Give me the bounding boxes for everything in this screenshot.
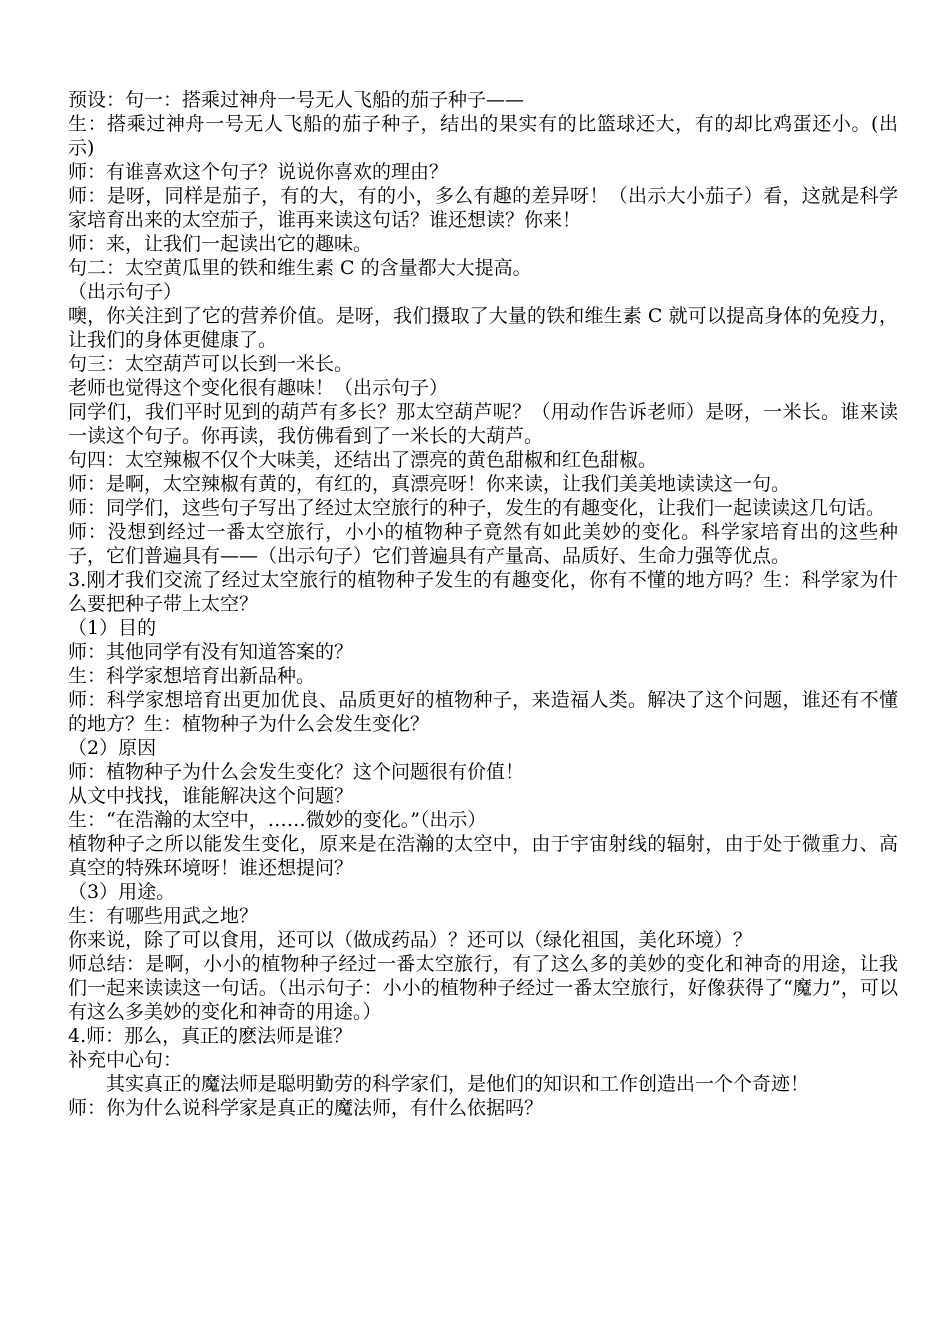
paragraph-you-say: 你来说，除了可以食用，还可以（做成药品）？还可以（绿化祖国，美化环境）？ bbox=[68, 929, 753, 951]
paragraph-change-reason: 植物种子之所以能发生变化，原来是在浩瀚的太空中，由于宇宙射线的辐射，由于处于微重力、高真空的特殊环境呀！谁还想提问？ bbox=[68, 833, 898, 879]
paragraph-section-3: 3.刚才我们交流了经过太空旅行的植物种子发生的有趣变化，你有不懂的地方吗？生：科学家为什么要把种子带上太空？ bbox=[68, 569, 898, 615]
paragraph-central-sentence: 其实真正的魔法师是聪明勤劳的科学家们，是他们的知识和工作创造出一个个奇迹！ bbox=[106, 1073, 810, 1095]
paragraph-reason-heading: （2）原因 bbox=[68, 737, 157, 759]
paragraph-student-quote: 生：“在浩瀚的太空中，……微妙的变化。”（出示） bbox=[68, 809, 487, 831]
paragraph-teacher-question: 师：有谁喜欢这个句子？说说你喜欢的理由？ bbox=[68, 161, 449, 183]
paragraph-show-sentence: （出示句子） bbox=[68, 281, 183, 303]
paragraph-section-4: 4.师：那么，真正的麽法师是谁？ bbox=[68, 1025, 353, 1047]
paragraph-teacher-pepper: 师：是啊，太空辣椒有黄的，有红的，真漂亮呀！你来读，让我们美美地读读这一句。 bbox=[68, 473, 791, 495]
paragraph-teacher-interesting: 老师也觉得这个变化很有趣味！（出示句子） bbox=[68, 377, 449, 399]
paragraph-teacher-advantages: 师：没想到经过一番太空旅行，小小的植物种子竟然有如此美妙的变化。科学家培育出的这些种子，它们普遍具有——（出示句子）它们普遍具有产量高、品质好、生命力强等优点。 bbox=[68, 521, 898, 567]
paragraph-teacher-summary-sentences: 师：同学们，这些句子写出了经过太空旅行的种子，发生的有趣变化，让我们一起读读这几句话。 bbox=[68, 497, 886, 519]
paragraph-sentence-4: 句四：太空辣椒不仅个大味美，还结出了漂亮的黄色甜椒和红色甜椒。 bbox=[68, 449, 658, 471]
paragraph-preset-sentence-1: 预设：句一：搭乘过神舟一号无人飞船的茄子种子—— bbox=[68, 89, 525, 111]
paragraph-sentence-3: 句三：太空葫芦可以长到一米长。 bbox=[68, 353, 354, 375]
paragraph-student-uses: 生：有哪些用武之地？ bbox=[68, 905, 259, 927]
paragraph-central-sentence-label: 补充中心句： bbox=[68, 1049, 183, 1071]
paragraph-purpose-heading: （1）目的 bbox=[68, 617, 157, 639]
paragraph-teacher-read-together: 师：来，让我们一起读出它的趣味。 bbox=[68, 233, 373, 255]
paragraph-student-new-variety: 生：科学家想培育出新品种。 bbox=[68, 665, 316, 687]
paragraph-use-heading: （3）用途。 bbox=[68, 881, 176, 903]
paragraph-sentence-2: 句二：太空黄瓜里的铁和维生素 C 的含量都大大提高。 bbox=[68, 257, 532, 279]
paragraph-teacher-conclusion: 师总结：是啊，小小的植物种子经过一番太空旅行，有了这么多的美妙的变化和神奇的用途，让我们一起来读读这一句话。（出示句子：小小的植物种子经过一番太空旅行，好像获得了“魔力”，可以有这么多美妙的变化和神奇的用途。） bbox=[68, 953, 898, 1023]
paragraph-teacher-others: 师：其他同学有没有知道答案的？ bbox=[68, 641, 354, 663]
paragraph-student-eggplant: 生：搭乘过神舟一号无人飞船的茄子种子，结出的果实有的比篮球还大，有的却比鸡蛋还小。(出示) bbox=[68, 113, 898, 159]
paragraph-gourd: 同学们，我们平时见到的葫芦有多长？那太空葫芦呢？（用动作告诉老师）是呀，一米长。谁来读一读这个句子。你再读，我仿佛看到了一米长的大葫芦。 bbox=[68, 401, 898, 447]
paragraph-teacher-benefit: 师：科学家想培育出更加优良、品质更好的植物种子，来造福人类。解决了这个问题，谁还有不懂的地方？生：植物种子为什么会发生变化？ bbox=[68, 689, 898, 735]
paragraph-nutrition: 噢，你关注到了它的营养价值。是呀，我们摄取了大量的铁和维生素 C 就可以提高身体的免疫力，让我们的身体更健康了。 bbox=[68, 305, 898, 351]
paragraph-final-question: 师：你为什么说科学家是真正的魔法师，有什么依据吗？ bbox=[68, 1097, 544, 1119]
document-body bbox=[68, 88, 898, 1120]
paragraph-teacher-valuable: 师：植物种子为什么会发生变化？这个问题很有价值！ bbox=[68, 761, 525, 783]
paragraph-find-in-text: 从文中找找，谁能解决这个问题？ bbox=[68, 785, 354, 807]
paragraph-teacher-eggplant: 师：是呀，同样是茄子，有的大，有的小，多么有趣的差异呀！（出示大小茄子）看，这就是科学家培育出来的太空茄子，谁再来读这句话？谁还想读？你来！ bbox=[68, 185, 898, 231]
